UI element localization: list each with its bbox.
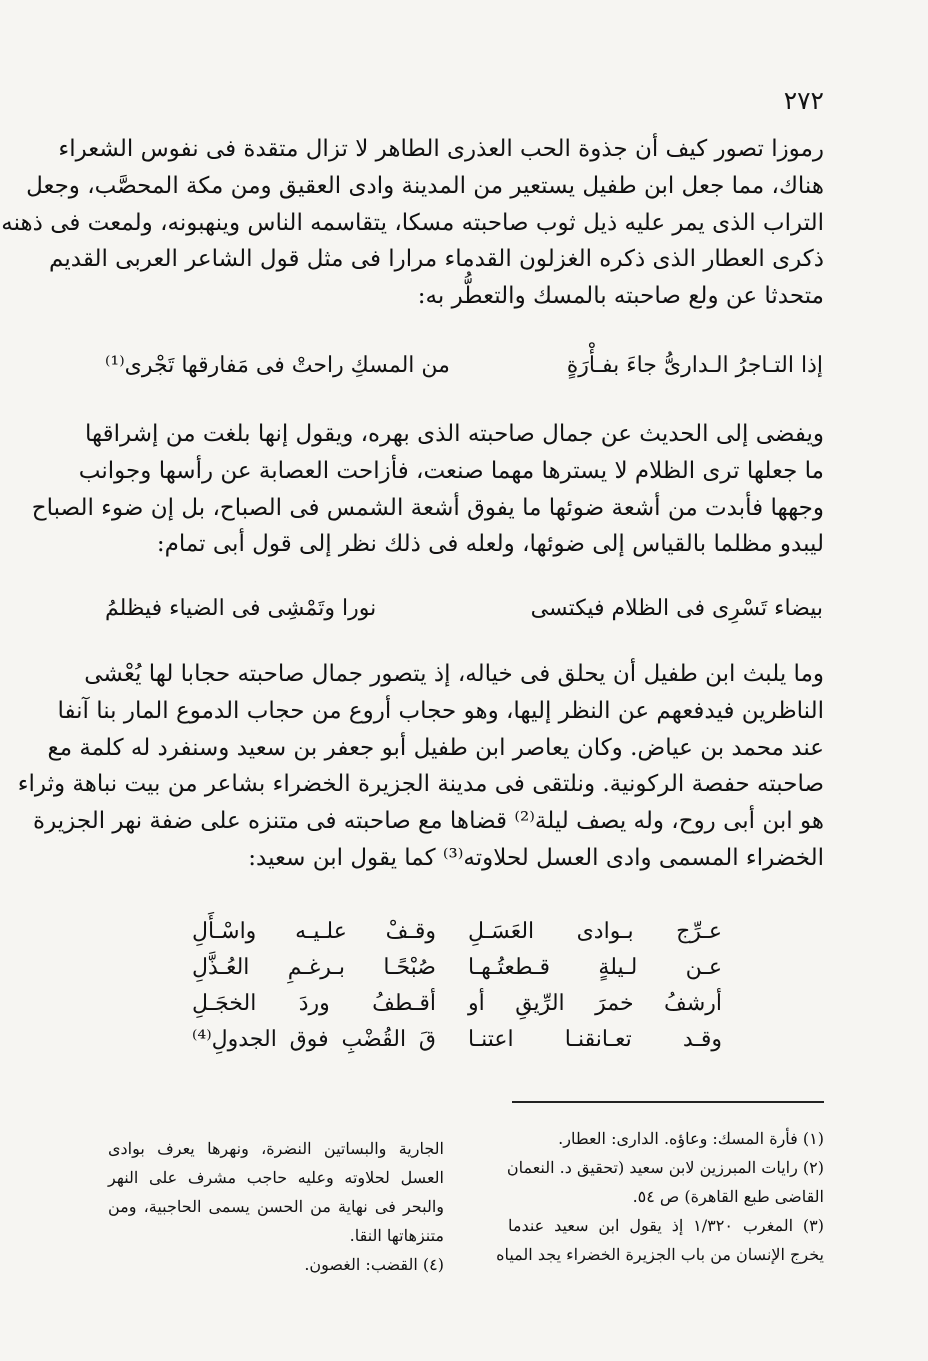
footnote-divider — [512, 1101, 824, 1103]
text-line: الناظرين فيدفعهم عن النظر إليها، وهو حجاب أروع من حجاب الدموع المار بنا آنفا — [57, 697, 824, 724]
footnote-line: (٢) رايات المبرزين لابن سعيد (تحقيق د. النعمان — [506, 1158, 824, 1177]
poem-right-column — [468, 914, 722, 1058]
paragraph-2 — [31, 416, 824, 563]
footnote-line: يخرج الإنسان من باب الجزيرة الخضراء يجد المياه — [496, 1245, 824, 1264]
paragraph-1 — [1, 131, 824, 315]
poem-line: أرشفُ خمرَ الرِّيقِ أو — [468, 991, 722, 1016]
paragraph-3 — [17, 656, 824, 877]
verse-first-half: إذا التـاجرُ الـدارىُّ جاءَ بفـأْرَةٍ — [566, 353, 823, 378]
poem-line: أقـطفُ وردَ الخجَـلِ — [192, 991, 436, 1016]
page-number: ٢٧٢ — [783, 86, 824, 115]
poem-line: وقـد تعـانقنـا اعتنـا — [468, 1027, 722, 1052]
verse-second-half: من المسكِ راحتْ فى مَفارقها تَجْرى⁽¹⁾ — [105, 353, 450, 378]
footnote-line: العسل لحلاوته وعليه حاجب مشرف على النهر — [108, 1168, 444, 1187]
text-line: هناك، مما جعل ابن طفيل يستعير من المدينة وادى العقيق ومن مكة المحصَّب، وجعل — [26, 172, 824, 199]
footnote-line: (١) فأرة المسك: وعاؤه. الدارى: العطار. — [558, 1129, 824, 1148]
text-line: رموزا تصور كيف أن جذوة الحب العذرى الطاهر لا تزال متقدة فى نفوس الشعراء — [58, 136, 824, 162]
poem-line: قَ القُضْبِ فوق الجدولِ⁽⁴⁾ — [192, 1027, 436, 1052]
verse-1 — [105, 346, 823, 386]
footnote-line: القاضى طبع القاهرة) ص ٥٤. — [632, 1187, 824, 1206]
footnote-line: متنزهاتها النقا. — [349, 1226, 444, 1245]
text-line: ما جعلها ترى الظلام لا يسترها مهما صنعت، فأزاحت العصابة عن رأسها وجوانب — [78, 457, 824, 484]
footnotes-left-column — [108, 1134, 444, 1279]
text-line: ليبدو مظلما بالقياس إلى ضوئها، ولعله فى ذلك نظر إلى قول أبى تمام: — [156, 531, 824, 558]
text-line: وجهها فأبدت من أشعة ضوئها ما يفوق أشعة الشمس فى الصباح، بل إن ضوء الصباح — [31, 494, 824, 521]
footnotes-right-column — [496, 1124, 825, 1269]
footnote-line: والبحر فى نهاية من الحسن يسمى الحاجبية، ومن — [108, 1197, 444, 1216]
poem-left-column — [192, 914, 436, 1058]
poem-line: صُبْحًـا بـرغـمِ العُـذَّلِ — [192, 955, 436, 980]
poem-line: عـن لـيلةٍ قـطعتُـهـا — [468, 955, 722, 980]
text-line: ذكرى العطار الذى ذكره الغزلون القدماء مرارا فى مثل قول الشاعر العربى القديم — [49, 246, 824, 273]
text-line: ويفضى إلى الحديث عن جمال صاحبته الذى بهره، ويقول إنها بلغت من إشراقها — [85, 421, 824, 447]
footnote-line: الجارية والبساتين النضرة، ونهرها يعرف بوادى — [108, 1139, 444, 1158]
verse-2 — [105, 589, 823, 629]
footnote-line: (٣) المغرب ١/٣٢٠ إذ يقول ابن سعيد عندما — [508, 1216, 825, 1235]
text-line: هو ابن أبى روح، وله يصف ليلة⁽²⁾ قضاها مع صاحبته فى متنزه على ضفة نهر الجزيرة — [33, 808, 824, 835]
text-line: عند محمد بن عياض. وكان يعاصر ابن طفيل أبو جعفر بن سعيد وسنفرد له كلمة مع — [47, 734, 824, 761]
footnote-line: (٤) القضب: الغصون. — [304, 1255, 444, 1274]
text-line: متحدثا عن ولع صاحبته بالمسك والتعطُّر به: — [417, 283, 824, 310]
poem-line: وقـفْ علـيـه واسْـأَلِ — [192, 919, 436, 944]
poem-line: عـرِّج بـوادى العَسَـلِ — [468, 919, 722, 944]
text-line: الخضراء المسمى وادى العسل لحلاوته⁽³⁾ كما يقول ابن سعيد: — [248, 844, 824, 871]
text-line: صاحبته حفصة الركونية. ونلتقى فى مدينة الجزيرة الخضراء بشاعر من بيت نباهة وثراء — [17, 771, 824, 798]
verse-first-half: بيضاء تَسْرِى فى الظلام فيكتسى — [530, 596, 823, 621]
text-line: التراب الذى يمر عليه ذيل ثوب صاحبته مسكا، يتقاسمه الناس وينهبونه، ولمعت فى ذهنه — [1, 209, 824, 236]
verse-second-half: نورا وتَمْشِى فى الضياء فيظلمُ — [105, 596, 377, 621]
text-line: وما يلبث ابن طفيل أن يحلق فى خياله، إذ يتصور جمال صاحبته حجابا لها يُعْشى — [84, 661, 824, 687]
